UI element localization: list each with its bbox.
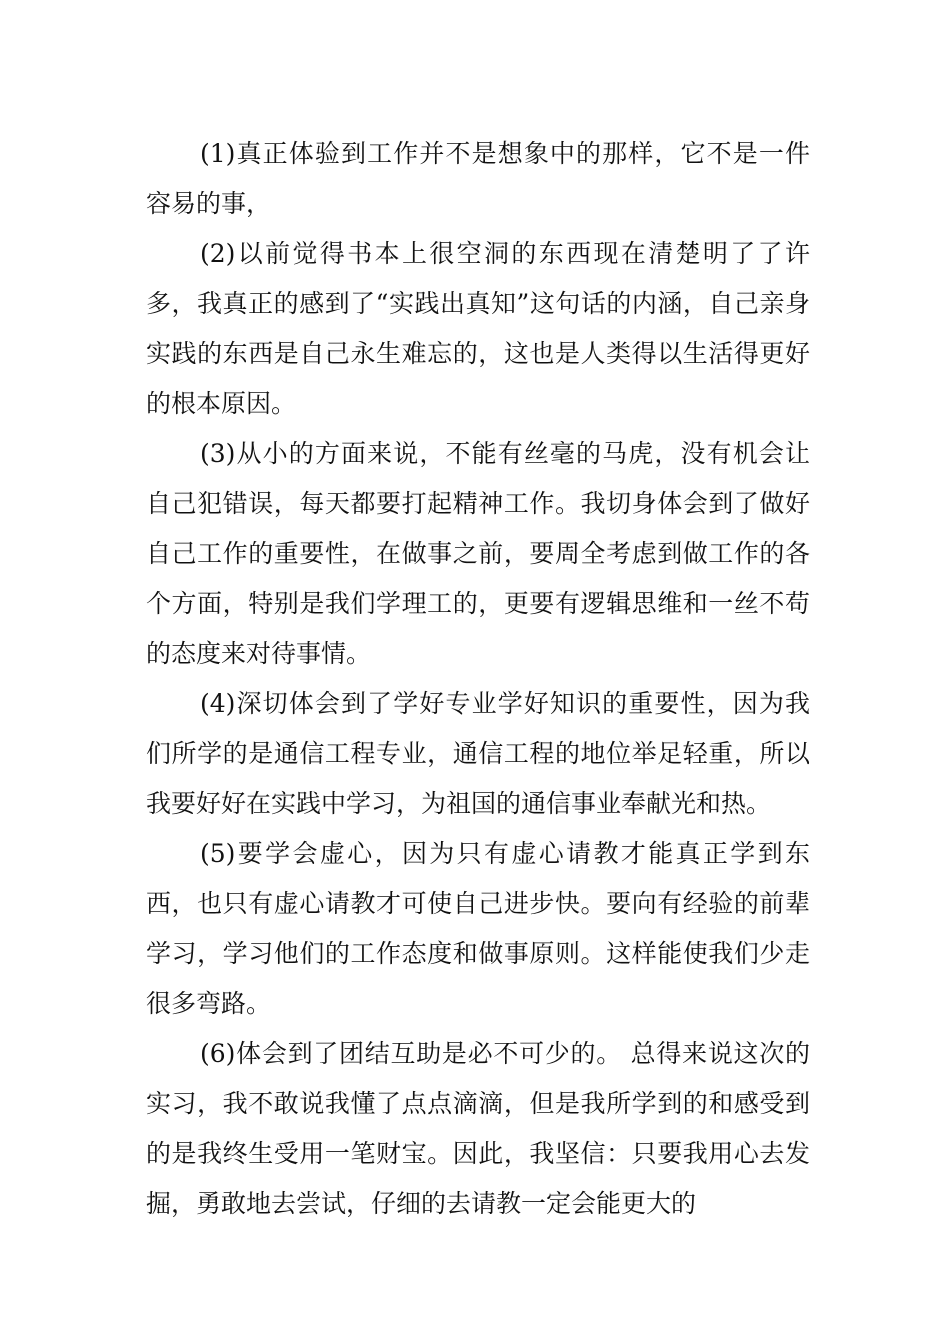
paragraph-5: (5)要学会虚心，因为只有虚心请教才能真正学到东西，也只有虚心请教才可使自己进步快。要向有经验的前辈学习，学习他们的工作态度和做事原则。这样能使我们少走很多弯路。 bbox=[146, 839, 810, 1018]
paragraph-6: (6)体会到了团结互助是必不可少的。 总得来说这次的实习，我不敢说我懂了点点滴滴，但是我所学到的和感受到的是我终生受用一笔财宝。因此，我坚信：只要我用心去发掘，勇敢地去尝试，仔细的去请教一定会能更大的 bbox=[146, 1039, 810, 1218]
paragraph-2: (2)以前觉得书本上很空洞的东西现在清楚明了了许多，我真正的感到了“实践出真知”这句话的内涵，自己亲身实践的东西是自己永生难忘的，这也是人类得以生活得更好的根本原因。 bbox=[146, 239, 810, 418]
paragraph-4: (4)深切体会到了学好专业学好知识的重要性，因为我们所学的是通信工程专业，通信工程的地位举足轻重，所以我要好好在实践中学习，为祖国的通信事业奉献光和热。 bbox=[146, 689, 810, 818]
paragraph-3: (3)从小的方面来说，不能有丝毫的马虎，没有机会让自己犯错误，每天都要打起精神工作。我切身体会到了做好自己工作的重要性，在做事之前，要周全考虑到做工作的各个方面，特别是我们学理工的，更要有逻辑思维和一丝不苟的态度来对待事情。 bbox=[146, 439, 810, 668]
document-body bbox=[146, 129, 810, 1229]
paragraph-1: (1)真正体验到工作并不是想象中的那样，它不是一件容易的事， bbox=[146, 139, 810, 218]
